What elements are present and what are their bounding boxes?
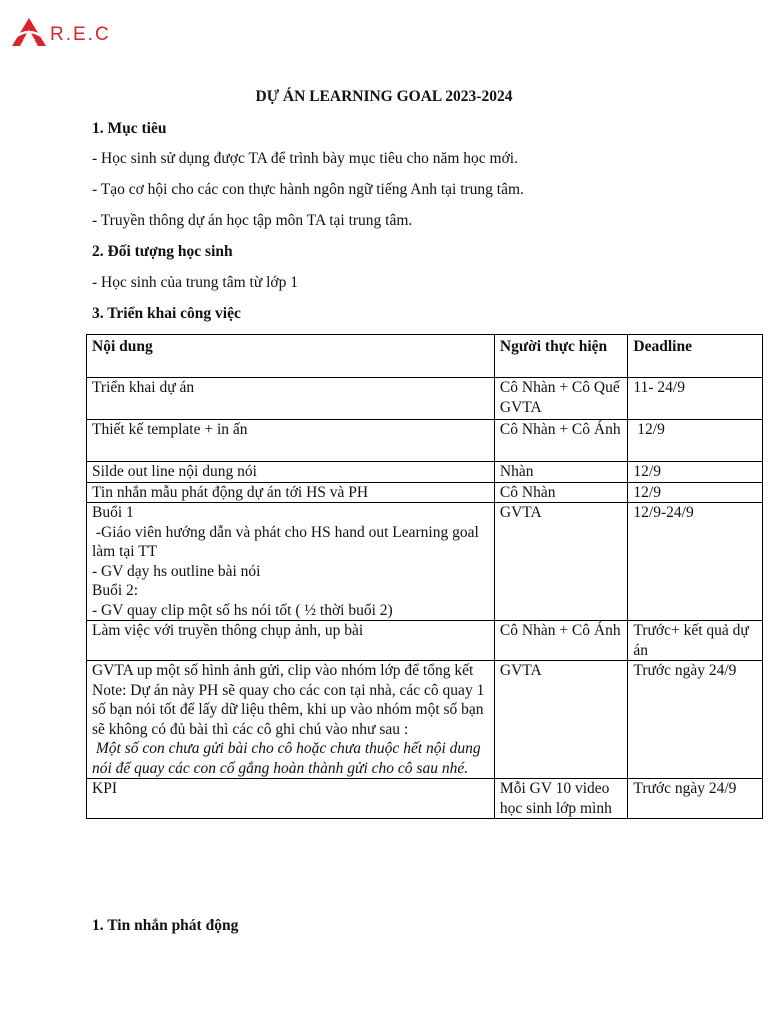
row-deadline: 11- 24/9 [628, 378, 763, 420]
content-line: - GV quay clip một số hs nói tốt ( ½ thời buổi 2) [92, 601, 393, 619]
content-line: Buổi 2: [92, 582, 139, 599]
row-person: Cô Nhàn + Cô Ánh [494, 420, 628, 462]
row-person: Cô Nhàn [494, 482, 628, 503]
table-header-row [87, 335, 763, 378]
task-table [86, 334, 763, 819]
header-deadline: Deadline [628, 335, 763, 378]
footer-heading: 1. Tin nhắn phát động [92, 917, 239, 934]
content-line: -Giáo viên hướng dẫn và phát cho HS hand out Learning goal làm tại TT [92, 523, 483, 560]
row-person: GVTA [494, 503, 628, 621]
section-1-heading: 1. Mục tiêu [92, 120, 167, 137]
row-person: Mỗi GV 10 video học sinh lớp mình [494, 779, 628, 819]
row-person: Cô Nhàn + Cô Quế GVTA [494, 378, 628, 420]
section-2-heading: 2. Đối tượng học sinh [92, 243, 233, 260]
content-line: - GV dạy hs outline bài nói [92, 562, 261, 580]
row-content [87, 503, 495, 621]
row-content [87, 661, 495, 779]
rec-logo-icon [10, 16, 48, 48]
goal-item: - Học sinh sử dụng được TA để trình bày mục tiêu cho năm học mới. [92, 150, 518, 167]
goal-item: - Tạo cơ hội cho các con thực hành ngôn ngữ tiếng Anh tại trung tâm. [92, 181, 524, 198]
content-line: GVTA up một số hình ảnh gửi, clip vào nhóm lớp để tổng kết [92, 662, 474, 679]
row-content: KPI [87, 779, 495, 819]
section-3-heading: 3. Triển khai công việc [92, 305, 241, 322]
row-content: Thiết kế template + in ấn [87, 420, 495, 462]
row-deadline: Trước ngày 24/9 [628, 779, 763, 819]
table-row [87, 621, 763, 661]
row-deadline: 12/9 [628, 420, 763, 462]
content-note: Note: Dự án này PH sẽ quay cho các con tại nhà, các cô quay 1 số bạn nói tốt để lấy dữ liệu thêm, khi up vào nhóm một số bạn sẽ không có đủ bài thì các cô ghi chú vào như sau : [92, 681, 485, 738]
row-person: Nhàn [494, 462, 628, 483]
content-line: Buổi 1 [92, 504, 134, 521]
row-deadline: 12/9 [628, 462, 763, 483]
row-person: Cô Nhàn + Cô Ánh [494, 621, 628, 661]
row-person: GVTA [494, 661, 628, 779]
row-deadline: Trước ngày 24/9 [628, 661, 763, 779]
row-deadline: Trước+ kết quả dự án [628, 621, 763, 661]
table-row [87, 482, 763, 503]
goal-item: - Truyền thông dự án học tập môn TA tại trung tâm. [92, 212, 413, 229]
content-italic-note: Một số con chưa gửi bài cho cô hoặc chưa thuộc hết nội dung nói để quay các con cố gắng hoàn thành gửi cho cô sau nhé. [92, 740, 485, 777]
table-row [87, 462, 763, 483]
row-deadline: 12/9 [628, 482, 763, 503]
target-item: - Học sinh của trung tâm từ lớp 1 [92, 274, 299, 291]
table-row [87, 503, 763, 621]
header-content: Nội dung [87, 335, 495, 378]
document-title: DỰ ÁN LEARNING GOAL 2023-2024 [255, 88, 513, 105]
table-row [87, 420, 763, 462]
rec-logo [10, 16, 111, 48]
table-row [87, 661, 763, 779]
header-person: Người thực hiện [494, 335, 628, 378]
row-deadline: 12/9-24/9 [628, 503, 763, 621]
row-content: Triển khai dự án [87, 378, 495, 420]
row-content: Silde out line nội dung nói [87, 462, 495, 483]
logo-text: R.E.C [50, 24, 111, 45]
row-content: Tin nhắn mẫu phát động dự án tới HS và PH [87, 482, 495, 503]
table-row [87, 779, 763, 819]
table-row [87, 378, 763, 420]
row-content: Làm việc với truyền thông chụp ảnh, up bài [87, 621, 495, 661]
